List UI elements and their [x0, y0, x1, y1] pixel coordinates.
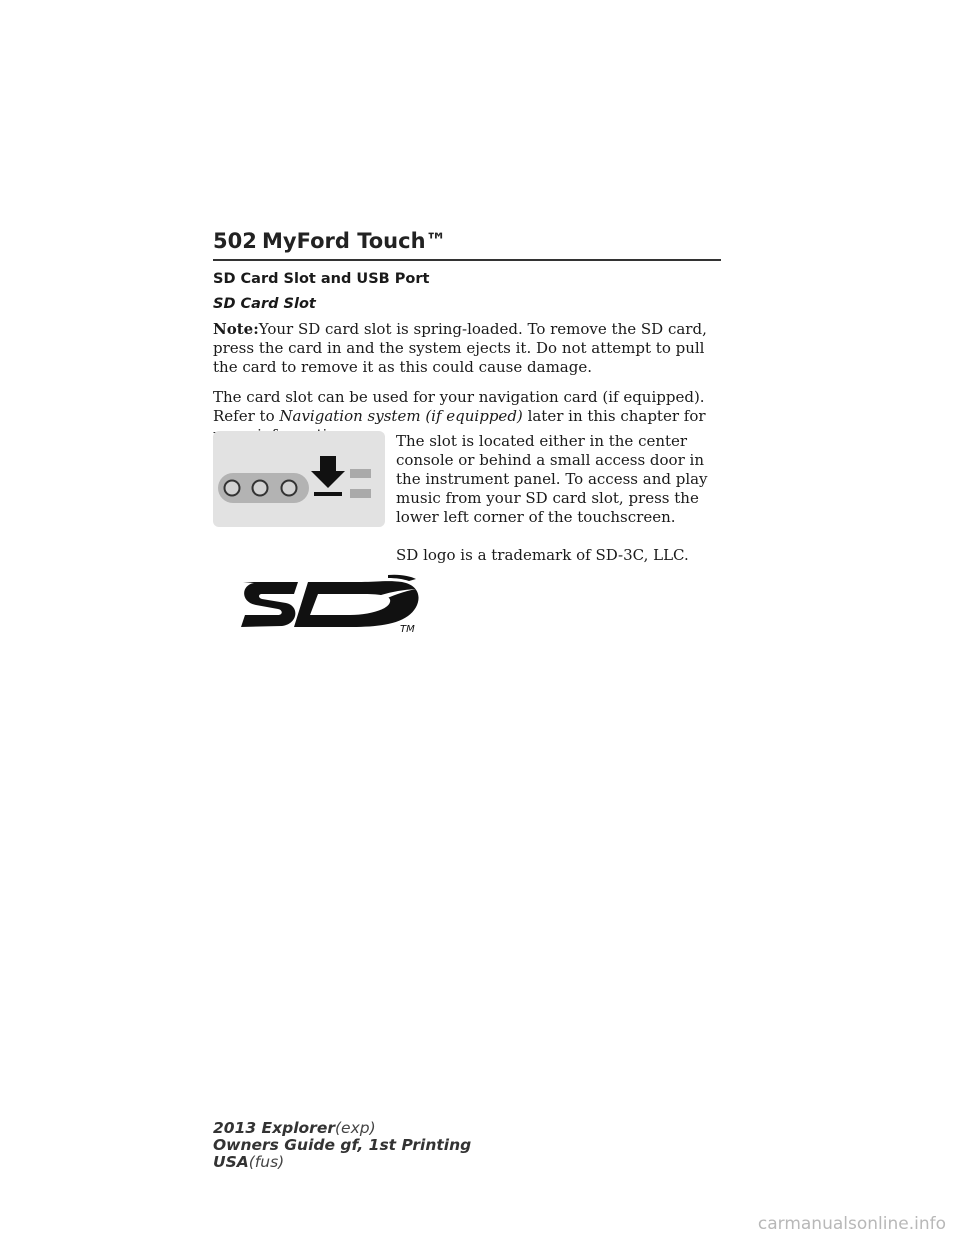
section-subheading: SD Card Slot: [213, 296, 316, 312]
sd-logo-letter-s: [241, 582, 298, 627]
round-button-icon: [282, 481, 297, 496]
card-text-before: The card slot can be used for your navigation card (if equipped). Refer to: [213, 388, 705, 425]
footer-vehicle: 2013 Explorer: [213, 1119, 335, 1137]
sd-logo-trademark: TM: [400, 624, 415, 634]
footer-line-market: [213, 1154, 471, 1171]
page-number: 502: [213, 229, 257, 253]
sd-logo-letter-d: [294, 581, 419, 627]
footer-market: USA: [213, 1153, 249, 1171]
vent-bar: [350, 469, 371, 478]
sd-logo-swoosh-top: [388, 575, 416, 581]
section-heading: SD Card Slot and USB Port: [213, 271, 430, 287]
round-button-icon: [253, 481, 268, 496]
footer-vehicle-code: (exp): [334, 1119, 376, 1137]
header-divider: [213, 259, 721, 261]
footer-line-printing: [213, 1137, 471, 1154]
navigation-reference: Navigation system (if equipped): [279, 407, 523, 425]
page-header: [213, 229, 721, 263]
chapter-title: MyFord Touch™: [262, 229, 447, 253]
vent-bar: [350, 489, 371, 498]
note-label: Note:: [213, 320, 259, 338]
footer-line-vehicle: [213, 1120, 471, 1137]
sd-logo: [238, 572, 424, 634]
card-text-after: later in this chapter for: [527, 407, 706, 425]
note-paragraph: [213, 320, 723, 377]
note-text: Your SD card slot is spring-loaded. To remove the SD card, press the card in and the system ejects it. Do not attempt to pull the card to remove it as this could cause damage.: [213, 320, 707, 376]
footer-printing: Owners Guide gf, 1st Printing: [213, 1136, 472, 1154]
page-footer: [213, 1120, 471, 1171]
slot-location-paragraph: The slot is located either in the center console or behind a small access door in the instrument panel. To access and play music from your SD card slot, press the lower left corner of the touchscreen.: [396, 432, 708, 526]
footer-market-code: (fus): [248, 1153, 285, 1171]
watermark: carmanualsonline.info: [757, 1214, 946, 1234]
card-slot-opening: [314, 492, 342, 496]
sd-card-slot-illustration: [213, 431, 385, 527]
round-button-icon: [225, 481, 240, 496]
trademark-paragraph: SD logo is a trademark of SD-3C, LLC.: [396, 546, 689, 564]
